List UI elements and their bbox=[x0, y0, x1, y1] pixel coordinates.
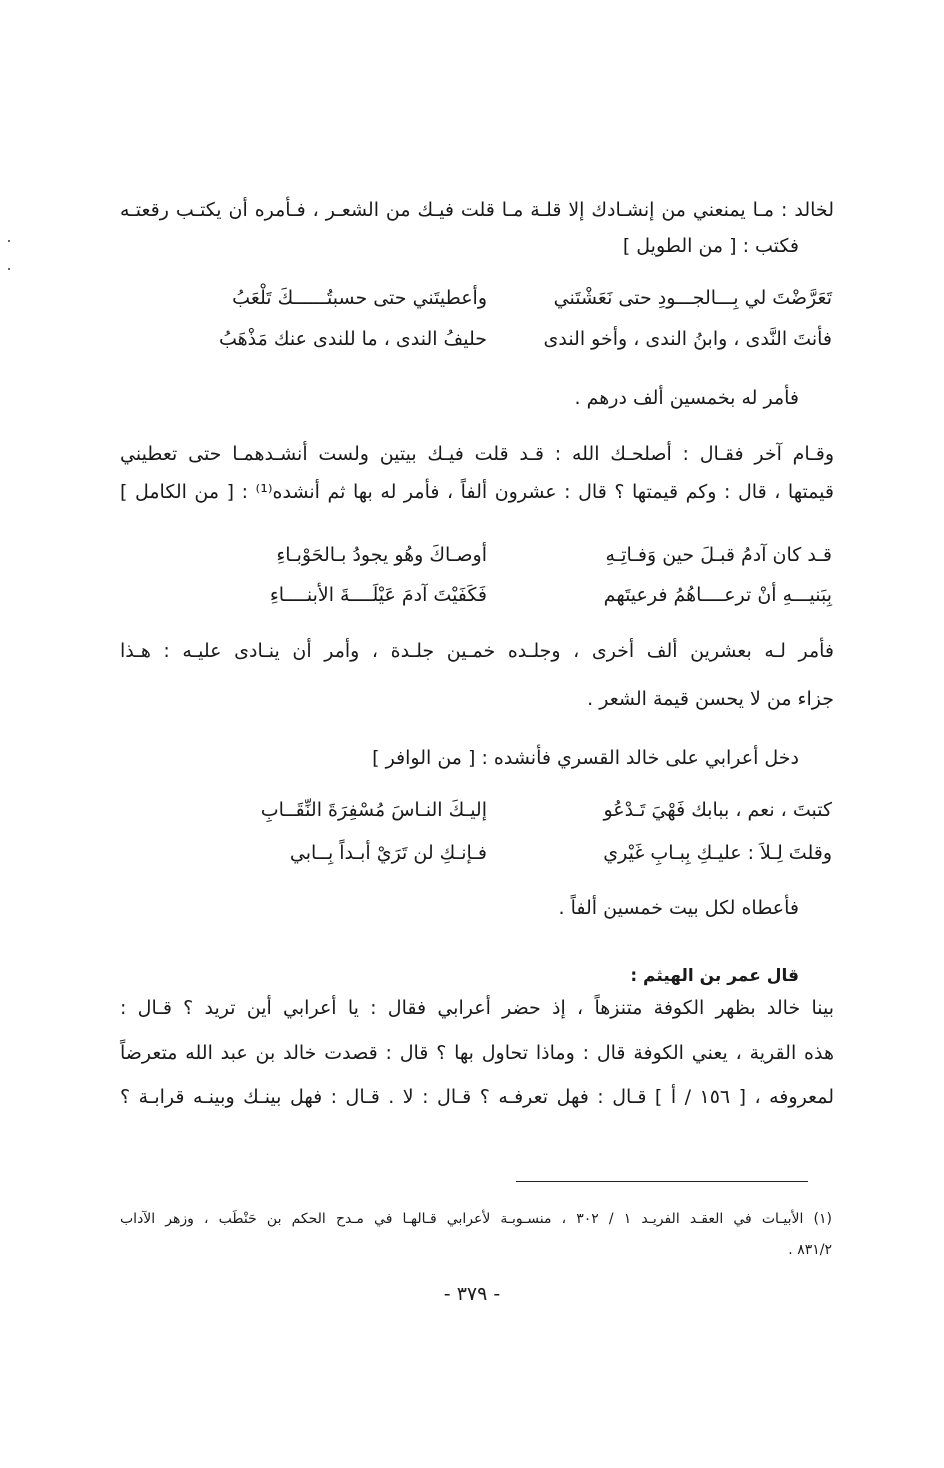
poem-1-verse-1-sadr: تَعَرَّضْتَ لي بِـــالجـــودِ حتى نَعَشْتَني bbox=[553, 287, 832, 309]
poem-2-verse-1-sadr: قـد كان آدمُ قبـلَ حين وَفـاتِـهِ bbox=[605, 544, 832, 566]
poem-2-verse-2 bbox=[192, 580, 832, 610]
poem-1-verse-2-sadr: فأنتَ النَّدى ، وابنُ الندى ، وأخو الندى bbox=[543, 328, 832, 350]
footnote-separator bbox=[516, 1181, 808, 1182]
paragraph-2-line-1: وقـام آخر فقـال : أصلحـك الله : قـد قلت فيـك بيتين ولست أنشـدهمـا حتى تعطيني bbox=[120, 443, 834, 465]
poem-3-verse-1 bbox=[192, 795, 832, 825]
after-poem-1: فأمر له بخمسين ألف درهم . bbox=[574, 387, 799, 409]
footnote-line-1: (١) الأبيـات في العقـد الفريـد ١ / ٣٠٢ ، منسـوبـة لأعرابي قـالهـا في مـدح الحكم بن حَنْطَب ، وزهر الآداب bbox=[120, 1211, 832, 1227]
paragraph-5-line-1: بينا خالد بظهر الكوفة متنزهاً ، إذ حضر أعرابي فقال : يا أعرابي أين تريد ؟ قـال : bbox=[120, 997, 834, 1019]
paragraph-5-line-2: هذه القرية ، يعني الكوفة قال : وماذا تحاول بها ؟ قال : قصدت خالد بن عبد الله متعرضاً bbox=[120, 1042, 834, 1064]
poem-1-verse-2 bbox=[192, 324, 832, 354]
scan-mark bbox=[8, 268, 10, 270]
section-heading: قال عمر بن الهيثم : bbox=[630, 966, 799, 986]
paragraph-5-line-3: لمعروفه ، [ ١٥٦ / أ ] قـال : فهل تعرفـه ؟ قـال : لا . قـال : فهل بينـك وبينـه قرابـة ؟ bbox=[120, 1086, 834, 1108]
paragraph-1-line-1: لخالد : مـا يمنعني من إنشـادك إلا قلـة مـا قلت فيـك من الشعـر ، فـأمره أن يكتـب رقعتـه bbox=[120, 199, 834, 221]
poem-2-verse-1-ajz: أوصـاكَ وهُو يجودُ بـالحَوْبـاءِ bbox=[276, 544, 487, 566]
poem-2-verse-2-sadr: بِبَنيـــهِ أنْ ترعــــاهُمُ فرعيتَهم bbox=[603, 584, 832, 606]
poem-1-verse-1 bbox=[192, 283, 832, 313]
poem-2-verse-1 bbox=[192, 540, 832, 570]
scan-mark bbox=[8, 240, 10, 242]
poem-1-verse-1-ajz: وأعطيتَني حتى حسبتُــــــكَ تَلْعَبُ bbox=[232, 287, 487, 309]
poem-3-verse-1-ajz: إليـكَ النـاسَ مُسْفِرَةَ النِّقَــابِ bbox=[260, 799, 487, 821]
paragraph-1-line-2: فكتب : [ من الطويل ] bbox=[622, 235, 799, 257]
after-poem-3: فأعطاه لكل بيت خمسين ألفاً . bbox=[558, 897, 799, 919]
poem-3-verse-2 bbox=[192, 838, 832, 868]
paragraph-3-line-1: فأمر لـه بعشرين ألف أخرى ، وجلـده خمـين جلـدة ، وأمر أن ينـادى عليـه : هـذا bbox=[120, 640, 834, 662]
paragraph-2-line-2: قيمتها ، قال : وكم قيمتها ؟ قال : عشرون ألفاً ، فأمر له بها ثم أنشده⁽¹⁾ : [ من الكامل ] bbox=[120, 481, 834, 503]
page-number: - ٣٧٩ - bbox=[443, 1283, 501, 1305]
footnote-line-2: ٨٣١/٢ . bbox=[788, 1242, 832, 1258]
poem-1-verse-2-ajz: حليفُ الندى ، ما للندى عنك مَذْهَبُ bbox=[219, 328, 487, 350]
poem-3-verse-2-sadr: وقلتَ لِـلاَ : عليـكِ بِبـابِ غَيْري bbox=[603, 842, 832, 864]
poem-3-verse-1-sadr: كتبتَ ، نعم ، ببابك فَهْيَ تَـدْعُو bbox=[603, 799, 832, 821]
poem-3-verse-2-ajz: فـإنـكِ لن تَرَيْ أبـداً بِــابي bbox=[289, 842, 487, 864]
paragraph-3-line-2: جزاء من لا يحسن قيمة الشعر . bbox=[587, 688, 834, 710]
poem-2-verse-2-ajz: فَكَفَيْتَ آدمَ عَيْلَــــةَ الأبنــــاءِ bbox=[269, 584, 487, 606]
paragraph-4: دخل أعرابي على خالد القسري فأنشده : [ من الوافر ] bbox=[372, 747, 799, 769]
